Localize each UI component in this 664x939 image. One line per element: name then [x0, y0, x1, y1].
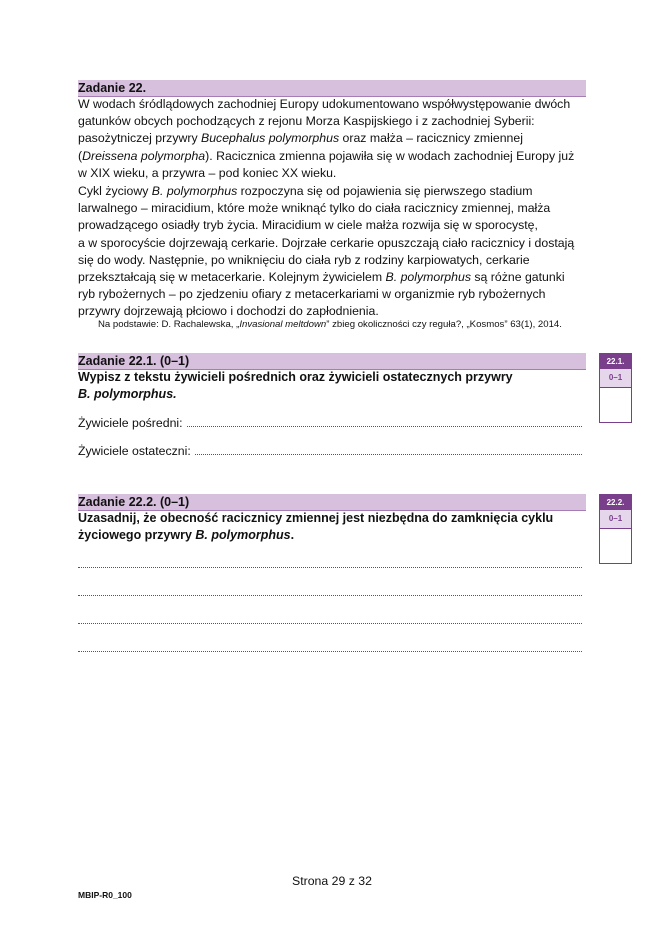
q1-prompt-line: B. polymorphus. — [78, 387, 177, 401]
task-intro — [78, 96, 588, 182]
cycle-line: ryb rybożernych – po zjedzeniu ofiary z metacerkariami w organizmie ryb rybożernych — [78, 287, 546, 302]
answer-line[interactable] — [78, 566, 582, 568]
q2-prompt — [78, 510, 553, 544]
cycle-line: się do wody. Następnie, po wniknięciu do ciała ryb z rodziny karpiowatych, cerkarie — [78, 252, 530, 267]
source-citation: Na podstawie: D. Rachalewska, „Invasional meltdown” zbieg okoliczności czy reguła?, „Kosmos” 63(1), 2014. — [98, 319, 562, 330]
cycle-line: prowadzącego osiadły tryb życia. Miracidium w ciele małża rozwija się w sporocystę, — [78, 218, 538, 233]
q1-header — [78, 353, 586, 370]
score-range: 0–1 — [600, 510, 631, 529]
intermediate-hosts-label: Żywiciele pośredni: — [78, 416, 183, 430]
score-range: 0–1 — [600, 369, 631, 388]
score-box-22-2 — [599, 494, 632, 564]
q2-prompt-line: Uzasadnij, że obecność racicznicy zmiennej jest niezbędna do zamknięcia cyklu — [78, 511, 554, 525]
cycle-line: przekształcają się w metacerkarie. Kolejnym żywicielem B. polymorphus są różne gatunki — [78, 270, 565, 285]
q1-prompt-line: Wypisz z tekstu żywicieli pośrednich oraz żywicieli ostatecznych przywry — [78, 370, 513, 384]
answer-line[interactable] — [78, 594, 582, 596]
task-header-text: Zadanie 22. — [78, 81, 147, 95]
answer-line[interactable] — [187, 416, 582, 427]
score-title: 22.2. — [600, 495, 631, 510]
task-cycle — [78, 183, 588, 321]
final-hosts-field[interactable] — [78, 444, 582, 458]
answer-line[interactable] — [195, 444, 582, 455]
cycle-line: Cykl życiowy B. polymorphus rozpoczyna się od pojawienia się pierwszego stadium — [78, 184, 533, 198]
intro-line: pasożytniczej przywry Bucephalus polymorphus oraz małża – racicznicy zmiennej — [78, 131, 523, 146]
intermediate-hosts-field[interactable] — [78, 416, 582, 430]
score-box-22-1 — [599, 353, 632, 423]
score-entry[interactable] — [600, 388, 631, 422]
final-hosts-label: Żywiciele ostateczni: — [78, 444, 191, 458]
intro-line: W wodach śródlądowych zachodniej Europy udokumentowano współwystępowanie dwóch — [78, 97, 571, 111]
cycle-line: a w sporocyście dojrzewają cerkarie. Dojrzałe cerkarie opuszczają ciało racicznicy i dostają — [78, 235, 575, 250]
q2-header — [78, 494, 586, 511]
q1-prompt — [78, 369, 513, 403]
score-title: 22.1. — [600, 354, 631, 369]
q2-header-text: Zadanie 22.2. (0–1) — [78, 495, 190, 509]
answer-line[interactable] — [78, 650, 582, 652]
intro-line: gatunków obcych pochodzących z rejonu Morza Kaspijskiego i z zachodniej Syberii: — [78, 114, 535, 129]
intro-line: w XIX wieku, a przywra – pod koniec XX wieku. — [78, 165, 337, 180]
q2-prompt-line: życiowego przywry B. polymorphus. — [78, 528, 295, 542]
cycle-line: przywry dojrzewają płciowo i dochodzi do zapłodnienia. — [78, 304, 379, 319]
answer-line[interactable] — [78, 622, 582, 624]
cycle-line: larwalnego – miracidium, które może wniknąć tylko do ciała racicznicy zmiennej, małża — [78, 201, 551, 216]
q1-header-text: Zadanie 22.1. (0–1) — [78, 354, 190, 368]
task-header — [78, 80, 586, 97]
score-entry[interactable] — [600, 529, 631, 563]
intro-line: (Dreissena polymorpha). Racicznica zmienna pojawiła się w wodach zachodniej Europy już — [78, 148, 575, 163]
page-number: Strona 29 z 32 — [292, 874, 372, 888]
exam-code: MBIP-R0_100 — [78, 890, 132, 900]
